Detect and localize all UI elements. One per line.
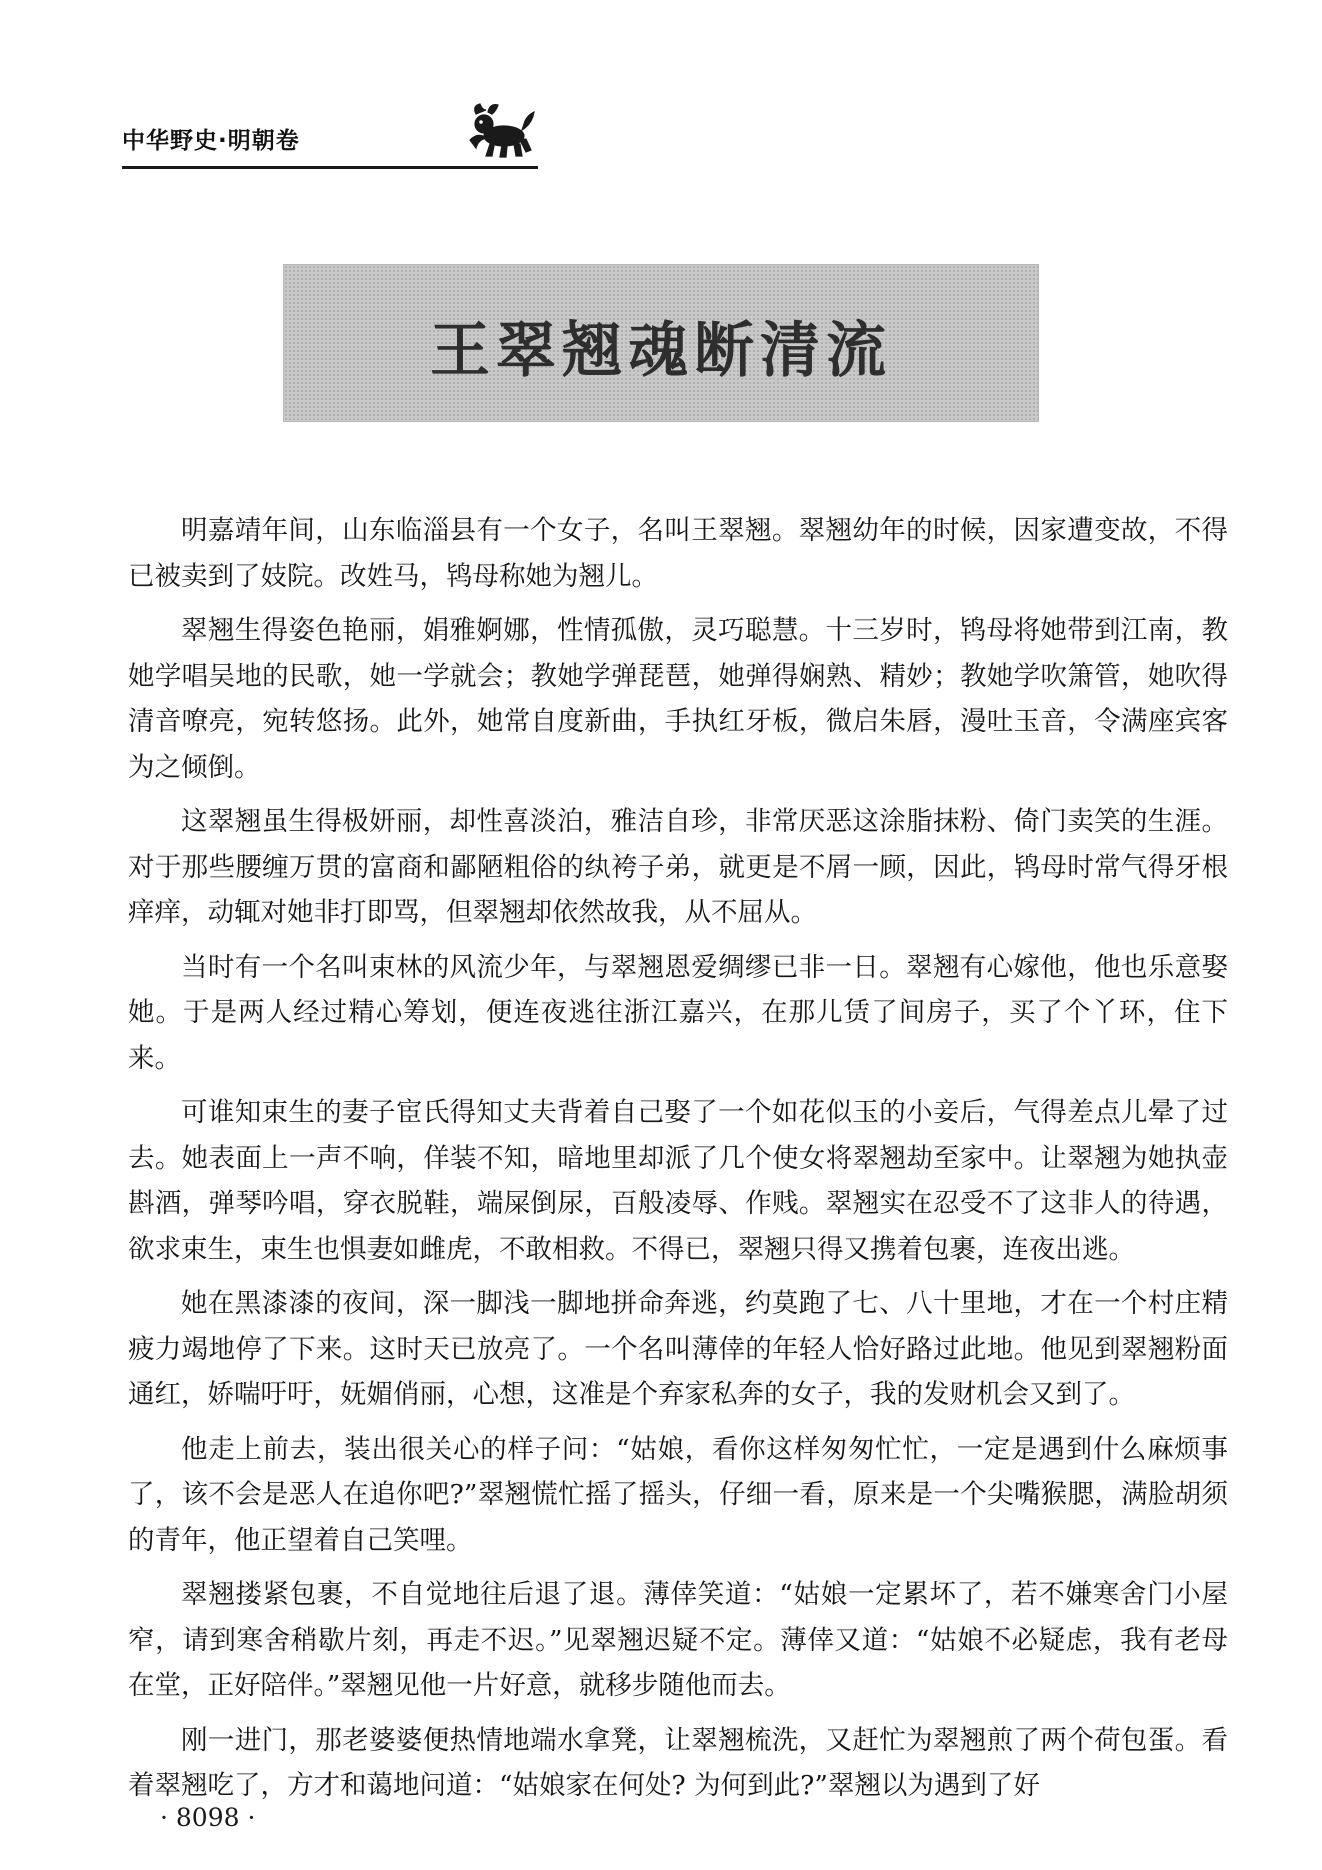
paragraph: 她在黑漆漆的夜间，深一脚浅一脚地拼命奔逃，约莫跑了七、八十里地，才在一个村庄精疲力竭地停了下来。这时天已放亮了。一个名叫薄倖的年轻人恰好路过此地。他见到翠翘粉面通红，娇喘吁吁，妩媚俏丽，心想，这准是个弃家私奔的女子，我的发财机会又到了。 (128, 1288, 1228, 1410)
paragraph: 他走上前去，装出很关心的样子问：“姑娘，看你这样匆匆忙忙，一定是遇到什么麻烦事了，该不会是恶人在追你吧?”翠翘慌忙摇了摇头，仔细一看，原来是一个尖嘴猴腮，满脸胡须的青年，他正望着自己笑哩。 (128, 1433, 1228, 1556)
paragraph: 翠翘生得姿色艳丽，娟雅婀娜，性情孤傲，灵巧聪慧。十三岁时，鸨母将她带到江南，教她学唱吴地的民歌，她一学就会；教她学弹琵琶，她弹得娴熟、精妙；教她学吹箫管，她吹得清音嘹亮，宛转悠扬。此外，她常自度新曲，手执红牙板，微启朱唇，漫吐玉音，令满座宾客为之倾倒。 (128, 615, 1228, 783)
article-title: 王翠翘魂断清流 (430, 316, 892, 386)
book-title: 中华野史·明朝卷 (122, 128, 300, 154)
article-title-banner (283, 264, 1039, 422)
paragraph: 明嘉靖年间，山东临淄县有一个女子，名叫王翠翘。翠翘幼年的时候，因家遭变故，不得已被卖到了妓院。改姓马，鸨母称她为翘儿。 (128, 515, 1228, 592)
running-header (122, 96, 538, 174)
paragraph: 刚一进门，那老婆婆便热情地端水拿凳，让翠翘梳洗，又赶忙为翠翘煎了两个荷包蛋。看着翠翘吃了，方才和蔼地问道：“姑娘家在何处? 为何到此?”翠翘以为遇到了好 (128, 1724, 1228, 1801)
paragraph: 当时有一个名叫束林的风流少年，与翠翘恩爱绸缪已非一日。翠翘有心嫁他，他也乐意娶她。于是两人经过精心筹划，便连夜逃往浙江嘉兴，在那儿赁了间房子，买了个丫环，住下来。 (128, 951, 1228, 1074)
paragraph: 可谁知束生的妻子宦氏得知丈夫背着自己娶了一个如花似玉的小妾后，气得差点儿晕了过去。她表面上一声不响，佯装不知，暗地里却派了几个使女将翠翘劫至家中。让翠翘为她执壶斟酒，弹琴吟唱，穿衣脱鞋，端屎倒尿，百般凌辱、作贱。翠翘实在忍受不了这非人的待遇，欲求束生，束生也惧妻如雌虎，不敢相救。不得已，翠翘只得又携着包裹，连夜出逃。 (128, 1097, 1228, 1265)
article-body (128, 508, 1228, 1818)
header-rule (122, 166, 538, 169)
lion-ornament-icon (466, 100, 538, 162)
paragraph: 这翠翘虽生得极妍丽，却性喜淡泊，雅洁自珍，非常厌恶这涂脂抹粉、倚门卖笑的生涯。对于那些腰缠万贯的富商和鄙陋粗俗的纨袴子弟，就更是不屑一顾，因此，鸨母时常气得牙根痒痒，动辄对她非打即骂，但翠翘却依然故我，从不屈从。 (128, 806, 1228, 928)
paragraph: 翠翘搂紧包裹，不自觉地往后退了退。薄倖笑道：“姑娘一定累坏了，若不嫌寒舍门小屋窄，请到寒舍稍歇片刻，再走不迟。”见翠翘迟疑不定。薄倖又道：“姑娘不必疑虑，我有老母在堂，正好陪伴。”翠翘见他一片好意，就移步随他而去。 (128, 1579, 1228, 1701)
page-number: · 8098 · (160, 1803, 256, 1832)
